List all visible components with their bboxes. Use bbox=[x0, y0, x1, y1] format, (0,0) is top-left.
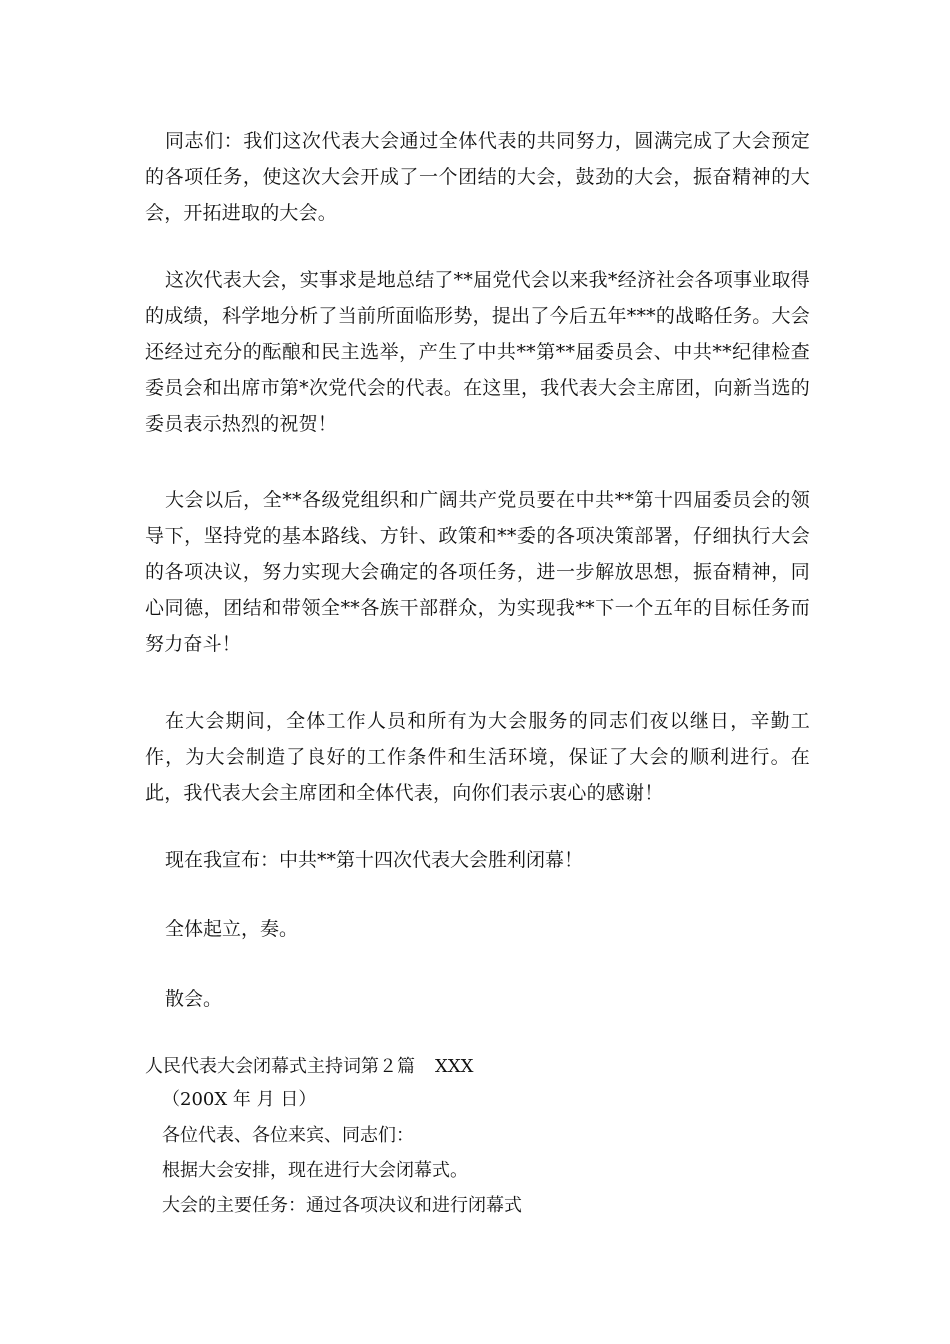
greeting-line: 各位代表、各位来宾、同志们： bbox=[162, 1125, 414, 1146]
section-author: XXX bbox=[435, 1056, 474, 1077]
paragraph-thanks: 在大会期间，全体工作人员和所有为大会服务的同志们夜以继日，辛勤工作，为大会制造了良好的工作条件和生活环境，保证了大会的顺利进行。在此，我代表大会主席团和全体代表，向你们表示衷心的感谢！ bbox=[145, 710, 810, 804]
date-line: （200X 年 月 日） bbox=[162, 1089, 317, 1110]
section-title: 人民代表大会闭幕式主持词第２篇 bbox=[145, 1056, 415, 1077]
section-heading bbox=[145, 1052, 473, 1082]
rise-instruction: 全体起立，奏。 bbox=[165, 918, 299, 940]
main-task-line: 大会的主要任务：通过各项决议和进行闭幕式 bbox=[162, 1195, 522, 1216]
closing-announcement: 现在我宣布：中共**第十四次代表大会胜利闭幕！ bbox=[165, 849, 584, 871]
arrangement-line: 根据大会安排，现在进行大会闭幕式。 bbox=[162, 1160, 468, 1181]
adjourn-line: 散会。 bbox=[165, 988, 223, 1010]
paragraph-summary: 这次代表大会，实事求是地总结了**届党代会以来我*经济社会各项事业取得的成绩，科学地分析了当前所面临形势，提出了今后五年***的战略任务。大会还经过充分的酝酿和民主选举，产生了中共**第**届委员会、中共**纪律检查委员会和出席市第*次党代会的代表。在这里，我代表大会主席团，向新当选的委员表示热烈的祝贺！ bbox=[145, 269, 810, 435]
paragraph-opening: 同志们：我们这次代表大会通过全体代表的共同努力，圆满完成了大会预定的各项任务，使这次大会开成了一个团结的大会，鼓劲的大会，振奋精神的大会，开拓进取的大会。 bbox=[145, 130, 810, 224]
paragraph-after-congress: 大会以后，全**各级党组织和广阔共产党员要在中共**第十四届委员会的领导下，坚持党的基本路线、方针、政策和**委的各项决策部署，仔细执行大会的各项决议，努力实现大会确定的各项任务，进一步解放思想，振奋精神，同心同德，团结和带领全**各族干部群众，为实现我**下一个五年的目标任务而努力奋斗！ bbox=[145, 489, 810, 655]
